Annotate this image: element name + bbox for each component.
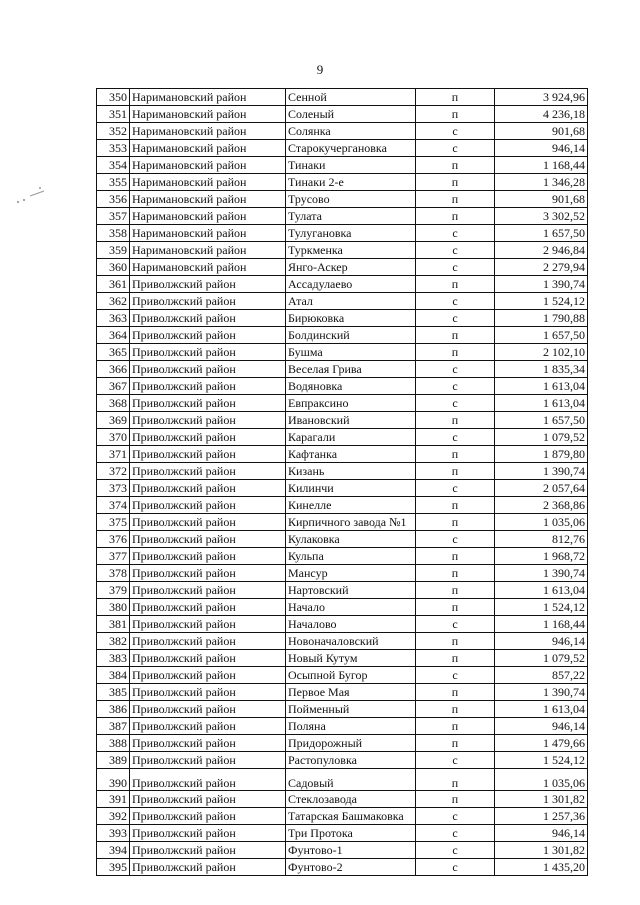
value-cell: 1 968,72 (495, 548, 588, 565)
value-cell: 1 790,88 (495, 310, 588, 327)
table-row (97, 446, 588, 463)
settlement-type-cell: п (416, 735, 495, 752)
value-cell: 1 613,04 (495, 582, 588, 599)
district-cell: Приволжский район (130, 752, 286, 769)
settlement-name-cell: Татарская Башмаковка (286, 808, 416, 825)
table-row (97, 191, 588, 208)
settlement-name-cell: Кизань (286, 463, 416, 480)
district-cell: Приволжский район (130, 582, 286, 599)
settlement-type-cell: п (416, 548, 495, 565)
settlement-name-cell: Тинаки (286, 157, 416, 174)
district-cell: Приволжский район (130, 514, 286, 531)
district-cell: Приволжский район (130, 616, 286, 633)
row-number: 384 (97, 667, 130, 684)
value-cell: 2 279,94 (495, 259, 588, 276)
row-number: 365 (97, 344, 130, 361)
value-cell: 1 390,74 (495, 463, 588, 480)
row-number: 376 (97, 531, 130, 548)
row-number: 382 (97, 633, 130, 650)
settlement-type-cell: с (416, 616, 495, 633)
value-cell: 1 168,44 (495, 616, 588, 633)
value-cell: 1 524,12 (495, 752, 588, 769)
table-row (97, 859, 588, 876)
row-number: 374 (97, 497, 130, 514)
row-number: 373 (97, 480, 130, 497)
settlement-name-cell: Водяновка (286, 378, 416, 395)
row-number: 363 (97, 310, 130, 327)
value-cell: 1 524,12 (495, 293, 588, 310)
settlement-name-cell: Три Протока (286, 825, 416, 842)
value-cell: 1 035,06 (495, 769, 588, 791)
settlement-name-cell: Тулата (286, 208, 416, 225)
district-cell: Приволжский район (130, 293, 286, 310)
district-cell: Приволжский район (130, 667, 286, 684)
district-cell: Приволжский район (130, 344, 286, 361)
district-cell: Приволжский район (130, 327, 286, 344)
settlement-type-cell: п (416, 344, 495, 361)
value-cell: 1 079,52 (495, 429, 588, 446)
row-number: 364 (97, 327, 130, 344)
table-row (97, 633, 588, 650)
district-cell: Приволжский район (130, 791, 286, 808)
settlement-type-cell: с (416, 752, 495, 769)
table-row (97, 208, 588, 225)
row-number: 361 (97, 276, 130, 293)
table-row (97, 327, 588, 344)
settlement-type-cell: п (416, 463, 495, 480)
settlement-type-cell: с (416, 310, 495, 327)
settlement-name-cell: Фунтово-2 (286, 859, 416, 876)
settlement-type-cell: с (416, 808, 495, 825)
row-number: 393 (97, 825, 130, 842)
settlement-name-cell: Бирюковка (286, 310, 416, 327)
settlement-type-cell: с (416, 480, 495, 497)
row-number: 369 (97, 412, 130, 429)
settlement-name-cell: Трусово (286, 191, 416, 208)
page-number: 9 (316, 62, 324, 77)
settlement-name-cell: Кирпичного завода №1 (286, 514, 416, 531)
row-number: 358 (97, 225, 130, 242)
table-row (97, 174, 588, 191)
settlement-name-cell: Начало (286, 599, 416, 616)
settlement-type-cell: п (416, 89, 495, 106)
row-number: 367 (97, 378, 130, 395)
table-row (97, 157, 588, 174)
settlement-name-cell: Болдинский (286, 327, 416, 344)
table-row (97, 808, 588, 825)
table-row (97, 616, 588, 633)
settlement-type-cell: п (416, 701, 495, 718)
row-number: 379 (97, 582, 130, 599)
row-number: 353 (97, 140, 130, 157)
settlement-type-cell: п (416, 769, 495, 791)
settlement-type-cell: п (416, 599, 495, 616)
district-cell: Наримановский район (130, 191, 286, 208)
value-cell: 1 657,50 (495, 225, 588, 242)
value-cell: 857,22 (495, 667, 588, 684)
table-row (97, 497, 588, 514)
value-cell: 1 835,34 (495, 361, 588, 378)
settlement-name-cell: Солянка (286, 123, 416, 140)
settlement-type-cell: п (416, 106, 495, 123)
row-number: 362 (97, 293, 130, 310)
row-number: 395 (97, 859, 130, 876)
settlement-name-cell: Садовый (286, 769, 416, 791)
value-cell: 1 346,28 (495, 174, 588, 191)
settlement-type-cell: п (416, 412, 495, 429)
value-cell: 1 079,52 (495, 650, 588, 667)
value-cell: 1 479,66 (495, 735, 588, 752)
row-number: 368 (97, 395, 130, 412)
table-row (97, 752, 588, 769)
settlement-name-cell: Ассадулаево (286, 276, 416, 293)
settlement-name-cell: Придорожный (286, 735, 416, 752)
table-row (97, 548, 588, 565)
district-cell: Приволжский район (130, 859, 286, 876)
value-cell: 946,14 (495, 633, 588, 650)
value-cell: 1 435,20 (495, 859, 588, 876)
district-cell: Наримановский район (130, 140, 286, 157)
table-row (97, 650, 588, 667)
district-cell: Наримановский район (130, 208, 286, 225)
row-number: 391 (97, 791, 130, 808)
value-cell: 2 057,64 (495, 480, 588, 497)
table-row (97, 106, 588, 123)
table-row (97, 412, 588, 429)
settlement-name-cell: Янго-Аскер (286, 259, 416, 276)
table-row (97, 276, 588, 293)
settlement-type-cell: п (416, 718, 495, 735)
value-cell: 946,14 (495, 718, 588, 735)
settlement-type-cell: п (416, 208, 495, 225)
settlement-type-cell: с (416, 259, 495, 276)
settlements-table (96, 88, 588, 876)
settlement-type-cell: с (416, 395, 495, 412)
row-number: 394 (97, 842, 130, 859)
value-cell: 946,14 (495, 140, 588, 157)
district-cell: Приволжский район (130, 701, 286, 718)
settlement-type-cell: с (416, 361, 495, 378)
settlements-table-body (97, 89, 588, 876)
row-number: 359 (97, 242, 130, 259)
settlement-name-cell: Соленый (286, 106, 416, 123)
table-row (97, 378, 588, 395)
table-row (97, 791, 588, 808)
district-cell: Приволжский район (130, 310, 286, 327)
row-number: 354 (97, 157, 130, 174)
table-row (97, 599, 588, 616)
table-row (97, 361, 588, 378)
value-cell: 901,68 (495, 191, 588, 208)
table-row (97, 89, 588, 106)
settlement-type-cell: с (416, 859, 495, 876)
value-cell: 1 390,74 (495, 565, 588, 582)
district-cell: Приволжский район (130, 497, 286, 514)
settlement-name-cell: Новый Кутум (286, 650, 416, 667)
settlement-name-cell: Осыпной Бугор (286, 667, 416, 684)
value-cell: 1 301,82 (495, 842, 588, 859)
row-number: 378 (97, 565, 130, 582)
district-cell: Наримановский район (130, 259, 286, 276)
settlement-type-cell: с (416, 242, 495, 259)
table-row (97, 735, 588, 752)
table-row (97, 259, 588, 276)
settlement-name-cell: Новоначаловский (286, 633, 416, 650)
row-number: 383 (97, 650, 130, 667)
settlement-name-cell: Карагали (286, 429, 416, 446)
value-cell: 812,76 (495, 531, 588, 548)
row-number: 388 (97, 735, 130, 752)
row-number: 386 (97, 701, 130, 718)
settlement-type-cell: с (416, 429, 495, 446)
value-cell: 2 368,86 (495, 497, 588, 514)
district-cell: Приволжский район (130, 650, 286, 667)
district-cell: Наримановский район (130, 123, 286, 140)
table-row (97, 531, 588, 548)
row-number: 377 (97, 548, 130, 565)
table-row (97, 293, 588, 310)
district-cell: Приволжский район (130, 429, 286, 446)
district-cell: Приволжский район (130, 276, 286, 293)
district-cell: Приволжский район (130, 463, 286, 480)
settlement-name-cell: Сенной (286, 89, 416, 106)
settlement-type-cell: с (416, 842, 495, 859)
settlement-name-cell: Килинчи (286, 480, 416, 497)
value-cell: 2 102,10 (495, 344, 588, 361)
value-cell: 1 657,50 (495, 412, 588, 429)
settlement-name-cell: Старокучергановка (286, 140, 416, 157)
settlement-type-cell: с (416, 667, 495, 684)
table-row (97, 582, 588, 599)
value-cell: 1 657,50 (495, 327, 588, 344)
table-row (97, 514, 588, 531)
settlement-type-cell: п (416, 582, 495, 599)
settlement-type-cell: п (416, 650, 495, 667)
settlement-name-cell: Стеклозавода (286, 791, 416, 808)
district-cell: Приволжский район (130, 633, 286, 650)
district-cell: Приволжский район (130, 718, 286, 735)
settlement-type-cell: п (416, 684, 495, 701)
row-number: 387 (97, 718, 130, 735)
row-number: 351 (97, 106, 130, 123)
district-cell: Наримановский район (130, 157, 286, 174)
district-cell: Приволжский район (130, 446, 286, 463)
district-cell: Наримановский район (130, 89, 286, 106)
settlement-name-cell: Кулаковка (286, 531, 416, 548)
settlement-name-cell: Фунтово-1 (286, 842, 416, 859)
settlement-name-cell: Бушма (286, 344, 416, 361)
district-cell: Приволжский район (130, 378, 286, 395)
district-cell: Приволжский район (130, 395, 286, 412)
table-row (97, 310, 588, 327)
district-cell: Приволжский район (130, 825, 286, 842)
table-row (97, 842, 588, 859)
settlement-type-cell: с (416, 293, 495, 310)
table-row (97, 769, 588, 791)
settlement-name-cell: Пойменный (286, 701, 416, 718)
settlement-name-cell: Кульпа (286, 548, 416, 565)
district-cell: Приволжский район (130, 769, 286, 791)
value-cell: 1 524,12 (495, 599, 588, 616)
settlement-type-cell: п (416, 565, 495, 582)
settlement-type-cell: п (416, 497, 495, 514)
district-cell: Приволжский район (130, 842, 286, 859)
row-number: 350 (97, 89, 130, 106)
row-number: 372 (97, 463, 130, 480)
value-cell: 1 390,74 (495, 276, 588, 293)
table-row (97, 225, 588, 242)
settlement-type-cell: п (416, 446, 495, 463)
settlement-type-cell: п (416, 633, 495, 650)
row-number: 356 (97, 191, 130, 208)
table-row (97, 395, 588, 412)
settlement-name-cell: Началово (286, 616, 416, 633)
district-cell: Наримановский район (130, 242, 286, 259)
settlement-type-cell: п (416, 791, 495, 808)
row-number: 371 (97, 446, 130, 463)
row-number: 389 (97, 752, 130, 769)
settlement-name-cell: Растопуловка (286, 752, 416, 769)
settlement-name-cell: Первое Мая (286, 684, 416, 701)
value-cell: 2 946,84 (495, 242, 588, 259)
row-number: 352 (97, 123, 130, 140)
row-number: 355 (97, 174, 130, 191)
table-row (97, 565, 588, 582)
district-cell: Приволжский район (130, 531, 286, 548)
settlement-name-cell: Поляна (286, 718, 416, 735)
scan-artifact-marks (10, 186, 50, 206)
settlement-name-cell: Ивановский (286, 412, 416, 429)
table-row (97, 701, 588, 718)
settlement-name-cell: Нартовский (286, 582, 416, 599)
table-row (97, 242, 588, 259)
row-number: 375 (97, 514, 130, 531)
settlement-type-cell: п (416, 174, 495, 191)
value-cell: 946,14 (495, 825, 588, 842)
row-number: 366 (97, 361, 130, 378)
district-cell: Наримановский район (130, 225, 286, 242)
value-cell: 1 613,04 (495, 395, 588, 412)
settlement-type-cell: п (416, 514, 495, 531)
row-number: 370 (97, 429, 130, 446)
table-row (97, 429, 588, 446)
settlement-name-cell: Евпраксино (286, 395, 416, 412)
settlement-type-cell: с (416, 225, 495, 242)
district-cell: Приволжский район (130, 361, 286, 378)
settlement-name-cell: Кинелле (286, 497, 416, 514)
district-cell: Приволжский район (130, 548, 286, 565)
row-number: 380 (97, 599, 130, 616)
settlement-type-cell: с (416, 123, 495, 140)
settlement-type-cell: с (416, 531, 495, 548)
settlement-type-cell: п (416, 327, 495, 344)
settlement-name-cell: Тинаки 2-е (286, 174, 416, 191)
value-cell: 3 302,52 (495, 208, 588, 225)
value-cell: 1 168,44 (495, 157, 588, 174)
value-cell: 4 236,18 (495, 106, 588, 123)
district-cell: Приволжский район (130, 808, 286, 825)
table-row (97, 140, 588, 157)
settlement-name-cell: Туркменка (286, 242, 416, 259)
value-cell: 1 879,80 (495, 446, 588, 463)
settlement-type-cell: п (416, 191, 495, 208)
value-cell: 1 301,82 (495, 791, 588, 808)
row-number: 381 (97, 616, 130, 633)
table-row (97, 123, 588, 140)
settlement-type-cell: с (416, 140, 495, 157)
district-cell: Приволжский район (130, 735, 286, 752)
value-cell: 901,68 (495, 123, 588, 140)
settlement-name-cell: Тулугановка (286, 225, 416, 242)
value-cell: 1 390,74 (495, 684, 588, 701)
settlement-type-cell: с (416, 378, 495, 395)
table-row (97, 344, 588, 361)
settlement-name-cell: Мансур (286, 565, 416, 582)
district-cell: Приволжский район (130, 480, 286, 497)
row-number: 390 (97, 769, 130, 791)
district-cell: Наримановский район (130, 174, 286, 191)
district-cell: Приволжский район (130, 565, 286, 582)
value-cell: 1 035,06 (495, 514, 588, 531)
settlement-name-cell: Кафтанка (286, 446, 416, 463)
row-number: 357 (97, 208, 130, 225)
row-number: 360 (97, 259, 130, 276)
table-row (97, 667, 588, 684)
settlement-type-cell: п (416, 157, 495, 174)
value-cell: 1 613,04 (495, 701, 588, 718)
settlement-name-cell: Веселая Грива (286, 361, 416, 378)
settlement-name-cell: Атал (286, 293, 416, 310)
settlement-type-cell: п (416, 276, 495, 293)
district-cell: Наримановский район (130, 106, 286, 123)
value-cell: 1 257,36 (495, 808, 588, 825)
district-cell: Приволжский район (130, 599, 286, 616)
value-cell: 1 613,04 (495, 378, 588, 395)
table-row (97, 825, 588, 842)
table-row (97, 718, 588, 735)
district-cell: Приволжский район (130, 412, 286, 429)
table-row (97, 684, 588, 701)
row-number: 385 (97, 684, 130, 701)
district-cell: Приволжский район (130, 684, 286, 701)
row-number: 392 (97, 808, 130, 825)
settlement-type-cell: с (416, 825, 495, 842)
table-row (97, 480, 588, 497)
value-cell: 3 924,96 (495, 89, 588, 106)
table-row (97, 463, 588, 480)
